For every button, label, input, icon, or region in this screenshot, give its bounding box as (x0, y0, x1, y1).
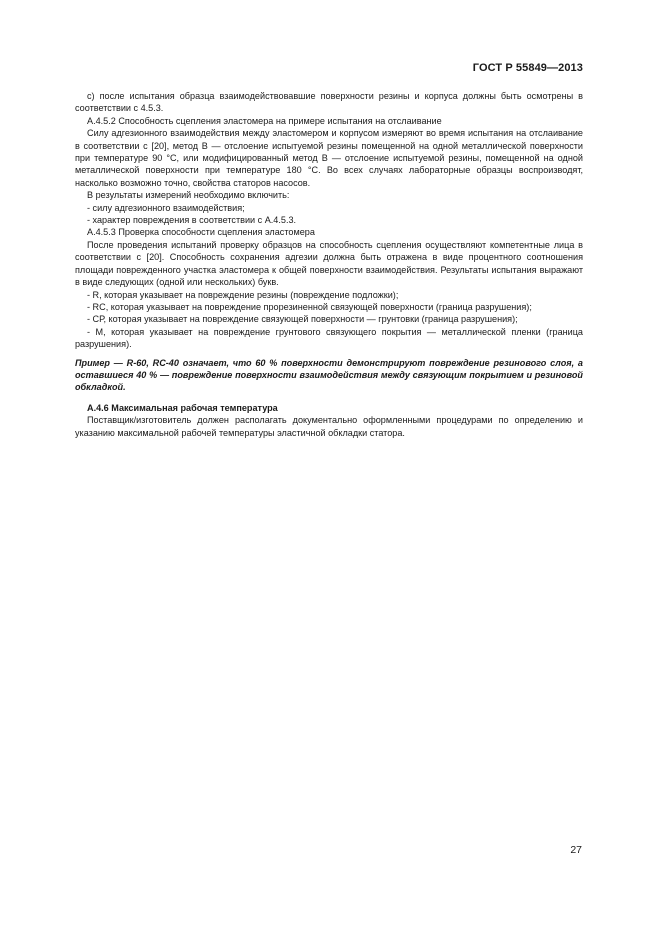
section-title-a453: А.4.5.3 Проверка способности сцепления эластомера (87, 227, 315, 238)
section-heading-a46: А.4.6 Максимальная рабочая температура (87, 402, 278, 413)
list-item-cp: - СР, которая указывает на повреждение связующей поверхности — грунтовки (граница разрушения); (87, 314, 518, 325)
paragraph-peel-test: Силу адгезионного взаимодействия между эластомером и корпусом измеряют во время испытания на отслаивание в соответствии с [20], метод В — отслоение испытуемой резины помещенной на одной металлической поверхности при температуре 90 °С, или модифицированный метод В — отслоение испытуемой резины, помещенной на одной металлической поверхности при температуре 180 °С. Во всех случаях лабораторные образцы воспроизводят, насколько возможно точно, свойства статоров насосов. (75, 128, 583, 188)
paragraph-results-intro: В результаты измерений необходимо включить: (87, 190, 290, 201)
page-number: 27 (570, 844, 582, 856)
list-item-r: - R, которая указывает на повреждение резины (повреждение подложки); (87, 289, 399, 300)
paragraph-max-temperature: Поставщик/изготовитель должен располагать документально оформленными процедурами по определению и указанию максимальной рабочей температуры эластичной обкладки статора. (75, 415, 583, 438)
list-item-damage-type: - характер повреждения в соответствии с А.4.5.3. (87, 215, 297, 226)
paragraph-adhesion-check: После проведения испытаний проверку образцов на способность сцепления осуществляют компетентные лица в соответствии с [20]. Способность сохранения адгезии должна быть отражена в виде процентного соотношения площади поврежденного участка эластомера к общей поверхности взаимодействия. Результаты испытания выражают в виде следующих (одной или нескольких) букв. (75, 239, 583, 288)
list-item-rc: - RC, которая указывает на повреждение прорезиненной связующей поверхности (граница разрушения); (87, 301, 532, 312)
list-item-adhesion-force: - силу адгезионного взаимодействия; (87, 202, 245, 213)
document-body (75, 90, 583, 439)
example-note: Пример — R-60, RC-40 означает, что 60 % поверхности демонстрируют повреждение резинового слоя, а оставшиеся 40 % — повреждение поверхности взаимодействия между связующим покрытием и резиновой обкладкой. (75, 357, 583, 393)
standard-header: ГОСТ Р 55849—2013 (472, 62, 583, 74)
list-item-m: - М, которая указывает на повреждение грунтового связующего покрытия — металлической пленки (граница разрушения). (75, 326, 583, 350)
section-title-a452: А.4.5.2 Способность сцепления эластомера на примере испытания на отслаивание (87, 115, 442, 126)
paragraph-item-c: с) после испытания образца взаимодействовавшие поверхности резины и корпуса должны быть осмотрены в соответствии с 4.5.3. (75, 91, 583, 114)
